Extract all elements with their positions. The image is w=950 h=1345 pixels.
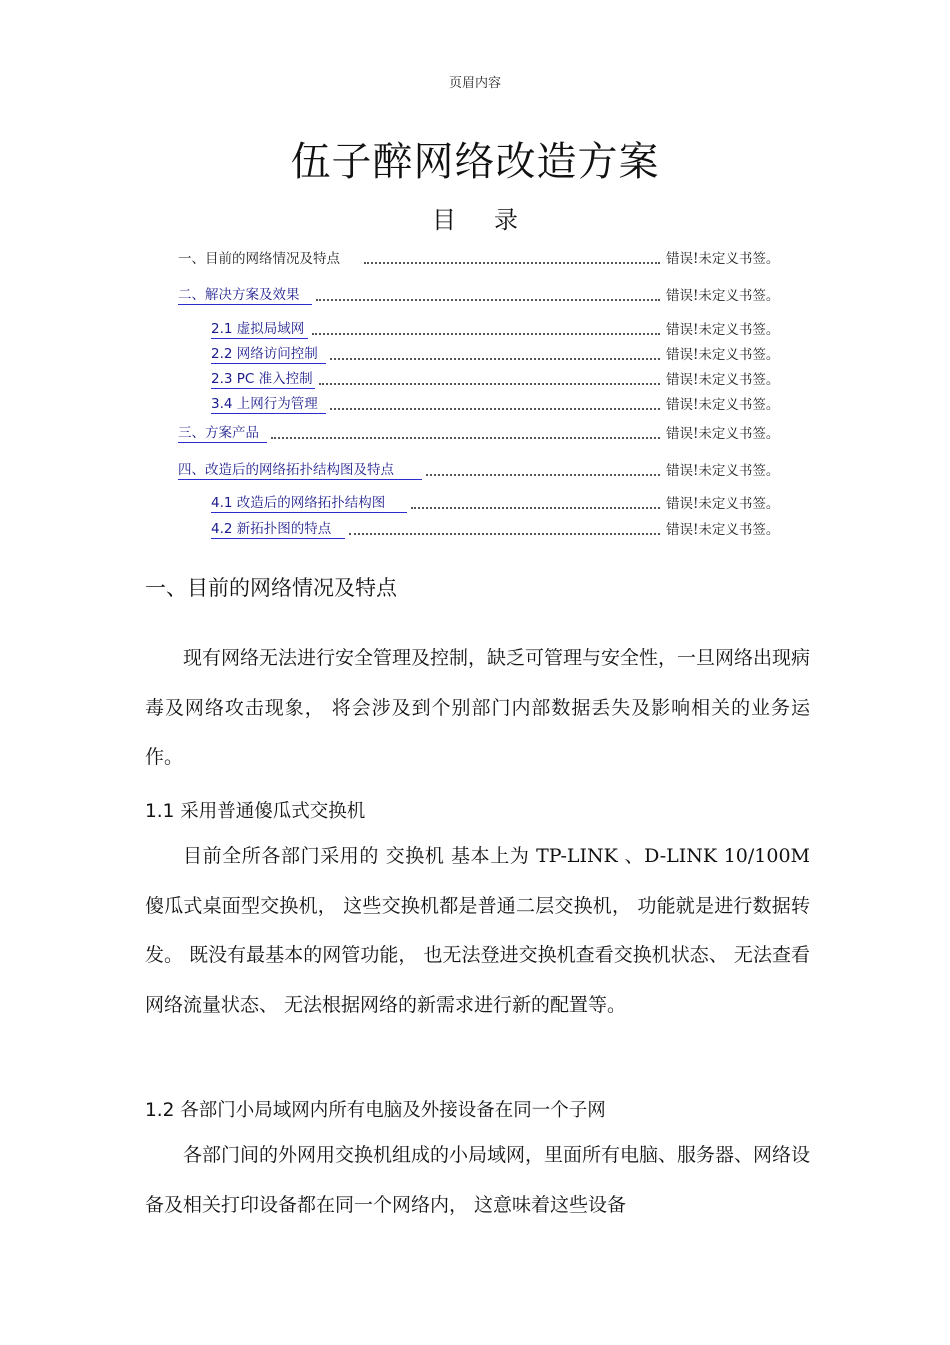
toc-item-page: 错误!未定义书签。 xyxy=(666,347,780,363)
toc-leader xyxy=(319,383,660,385)
toc-item[interactable] xyxy=(178,425,790,443)
section-intro xyxy=(145,634,810,783)
toc-item[interactable] xyxy=(211,346,790,364)
toc-item-label[interactable]: 四、改造后的网络拓扑结构图及特点 xyxy=(178,461,422,480)
toc-item-label[interactable]: 4.2 新拓扑图的特点 xyxy=(211,520,345,539)
toc-item-page: 错误!未定义书签。 xyxy=(666,426,780,442)
toc-item[interactable] xyxy=(178,250,790,268)
toc-item-label[interactable]: 三、方案产品 xyxy=(178,424,267,443)
toc-item-page: 错误!未定义书签。 xyxy=(666,372,780,388)
toc-heading-right: 录 xyxy=(494,206,518,234)
toc-leader xyxy=(349,533,660,535)
subsection-body xyxy=(145,832,810,1030)
toc-item-page: 错误!未定义书签。 xyxy=(666,322,780,338)
toc-item-page: 错误!未定义书签。 xyxy=(666,496,780,512)
toc-leader xyxy=(271,437,660,439)
table-of-contents xyxy=(0,0,950,560)
toc-item-label[interactable]: 3.4 上网行为管理 xyxy=(211,395,326,414)
toc-item-page: 错误!未定义书签。 xyxy=(666,463,780,479)
paragraph: 目前全所各部门采用的 交换机 基本上为 TP-LINK 、D-LINK 10/100M 傻瓜式桌面型交换机， 这些交换机都是普通二层交换机， 功能就是进行数据转发。 既没有最基本的网管功能， 也无法登进交换机查看交换机状态、 无法查看网络流量状态、 无法根据网络的新需求进行新的配置等。 xyxy=(145,845,810,1016)
subsection-body xyxy=(145,1131,810,1230)
document-title: 伍子醉网络改造方案 xyxy=(290,139,660,185)
toc-item-page: 错误!未定义书签。 xyxy=(666,522,780,538)
toc-item-label: 一、目前的网络情况及特点 xyxy=(178,251,340,267)
toc-item[interactable] xyxy=(178,287,790,305)
toc-item[interactable] xyxy=(211,396,790,414)
toc-leader xyxy=(312,333,660,335)
toc-item[interactable] xyxy=(211,521,790,539)
toc-leader xyxy=(330,358,660,360)
paragraph: 各部门间的外网用交换机组成的小局域网，里面所有电脑、服务器、网络设备及相关打印设备都在同一个网络内， 这意味着这些设备 xyxy=(145,1144,811,1216)
section-heading: 一、目前的网络情况及特点 xyxy=(145,576,397,600)
toc-leader xyxy=(364,262,660,264)
toc-item-page: 错误!未定义书签。 xyxy=(666,397,780,413)
toc-item-label[interactable]: 2.3 PC 准入控制 xyxy=(211,371,313,387)
toc-item-label[interactable]: 2.1 虚拟局域网 xyxy=(211,320,308,339)
subsection-heading: 1.1 采用普通傻瓜式交换机 xyxy=(145,801,366,822)
toc-item[interactable] xyxy=(211,321,790,339)
toc-item-label[interactable]: 二、解决方案及效果 xyxy=(178,286,312,305)
toc-leader xyxy=(316,299,661,301)
toc-item-label[interactable]: 4.1 改造后的网络拓扑结构图 xyxy=(211,494,407,513)
toc-item-page: 错误!未定义书签。 xyxy=(666,288,780,304)
toc-item[interactable] xyxy=(211,371,790,389)
paragraph: 现有网络无法进行安全管理及控制，缺乏可管理与安全性，一旦网络出现病毒及网络攻击现象， 将会涉及到个别部门内部数据丢失及影响相关的业务运作。 xyxy=(145,647,811,768)
page-header: 页眉内容 xyxy=(448,76,501,91)
toc-leader xyxy=(411,507,660,509)
toc-item-label[interactable]: 2.2 网络访问控制 xyxy=(211,345,326,364)
toc-item-page: 错误!未定义书签。 xyxy=(666,251,780,267)
subsection-heading: 1.2 各部门小局域网内所有电脑及外接设备在同一个子网 xyxy=(145,1100,606,1121)
toc-heading-left: 目 xyxy=(432,206,456,234)
toc-item[interactable] xyxy=(178,462,790,480)
toc-item[interactable] xyxy=(211,495,790,513)
toc-leader xyxy=(426,474,660,476)
toc-leader xyxy=(330,408,660,410)
